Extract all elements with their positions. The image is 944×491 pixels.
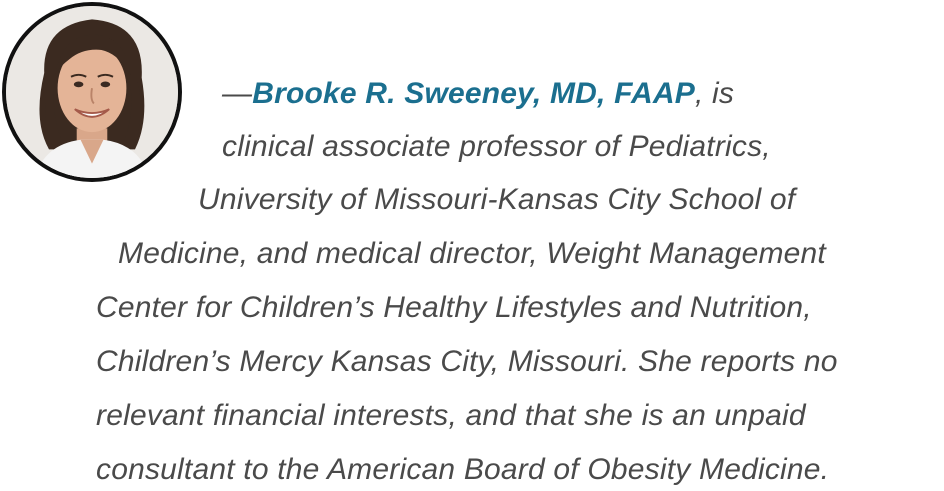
bio-intro-suffix: , is [694,77,735,110]
bio-line-6: Children’s Mercy Kansas City, Missouri. She reports no [96,345,838,378]
bio-line-7: relevant financial interests, and that she is an unpaid [96,399,806,432]
bio-line-5: Center for Children’s Healthy Lifestyles and Nutrition, [96,291,812,324]
bio-line-2: clinical associate professor of Pediatrics, [222,130,771,163]
bio-line-4: Medicine, and medical director, Weight Management [118,237,826,270]
bio-line-1 [222,76,734,112]
bio-line-3: University of Missouri-Kansas City School of [198,183,796,216]
em-dash: — [222,77,253,110]
author-name: Brooke R. Sweeney, MD, FAAP [252,77,695,110]
bio-line-8: consultant to the American Board of Obesity Medicine. [96,453,830,486]
